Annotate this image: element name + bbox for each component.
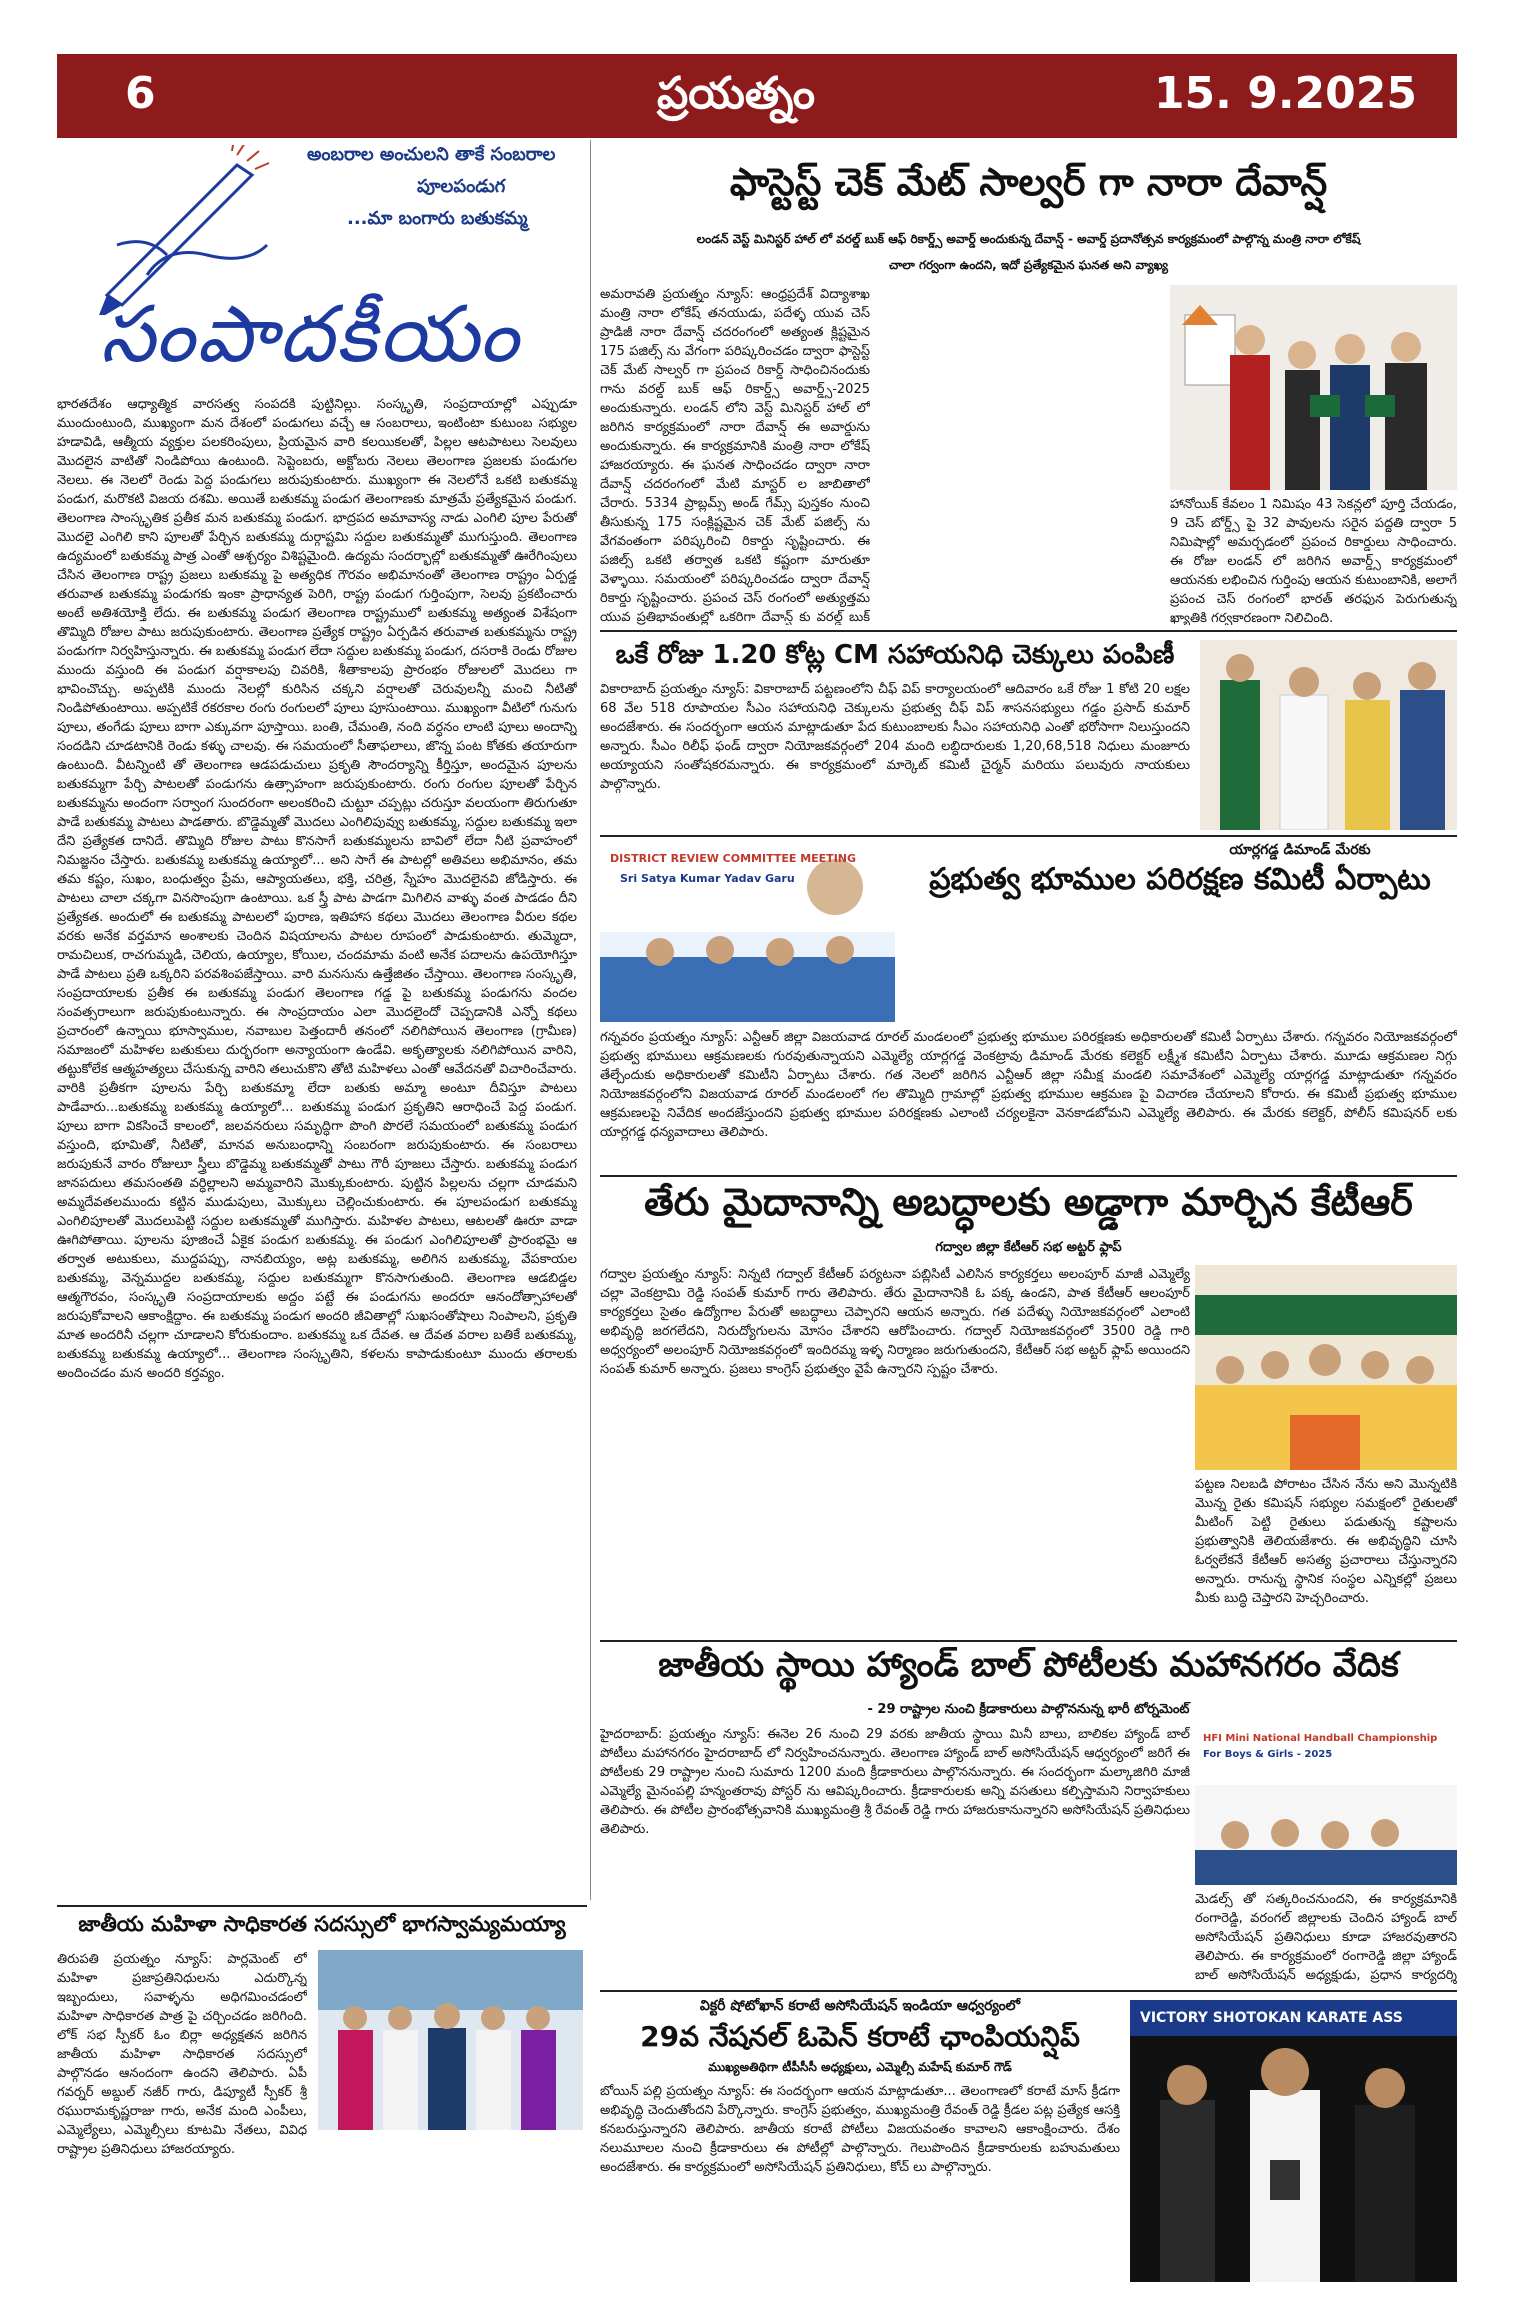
party-meeting-photo	[1195, 1265, 1457, 1470]
ktr-photo	[1195, 1265, 1457, 1470]
section-divider	[600, 1990, 1457, 1992]
banner-title: DISTRICT REVIEW COMMITTEE MEETING	[610, 852, 857, 865]
lead-headline: ఫాస్టెస్ట్ చెక్ మేట్ సాల్వర్ గా నారా దేవాన్ష్	[729, 160, 1328, 204]
lead-photo	[1170, 285, 1457, 490]
poster-subtitle: For Boys & Girls - 2025	[1203, 1749, 1333, 1760]
land-headline: ప్రభుత్వ భూముల పరిరక్షణ కమిటీ ఏర్పాటు	[929, 862, 1431, 897]
ktr-headline: తేరు మైదానాన్ని అబద్ధాలకు అడ్డాగా మార్చిన కేటీఆర్	[644, 1180, 1413, 1224]
ktr-subhead: గద్వాల జిల్లా కేటీఆర్ సభ అట్టర్ ఫ్లాప్	[935, 1240, 1122, 1255]
editorial-tagline-2: పూలపండుగ	[417, 176, 506, 197]
women-headline: జాతీయ మహిళా సాధికారత సదస్సులో భాగస్వామ్యమయ్యా	[78, 1912, 566, 1936]
karate-subhead: ముఖ్యఅతిథిగా టీపీసీసీ అధ్యక్షులు, ఎమ్మెల్సీ మహేష్ కుమార్ గౌడ్	[708, 2060, 1012, 2074]
lead-subhead-1: లండన్ వెస్ట్ మినిస్టర్ హాల్ లో వరల్డ్ బుక్ ఆఫ్ రికార్డ్స్ అవార్డ్ అందుకున్న దేవాన్ష్ - అవార్డ్ ప్రదానోత్సవ కార్యక్రమంలో పాల్గొన్న మంత్రి నారా లోకేష్	[696, 232, 1361, 246]
land-body: గన్నవరం ప్రయత్నం న్యూస్: ఎన్టీఆర్ జిల్లా విజయవాడ రూరల్ మండలంలో ప్రభుత్వ భూముల పరిరక్షణకు అధికారులతో కమిటీ ఏర్పాటు చేశారు. గన్నవరం నియోజకవర్గంలో ప్రభుత్వ భూములు ఆక్రమణలకు గురవుతున్నాయని ఎమ్మెల్యే యార్లగడ్డ వెంకట్రావు డిమాండ్ మేరకు కలెక్టర్ లక్ష్మీశ కమిటీని ఏర్పాటు చేశారు. మూడు ఆక్రమణల నిగ్గు తేల్చేందుకు అధికారులతో కమిటీని ఏర్పాటు చేశారు. గత నెలలో జరిగిన ఎన్టీఆర్ జిల్లా సమీక్ష మండలి సమావేశంలో ఎమ్మెల్యే యార్లగడ్డ మాట్లాడుతూ గన్నవరం నియోజకవర్గంలోని విజయవాడ రూరల్ మండలంలో గల తొమ్మిది గ్రామాల్లో ప్రభుత్వ భూముల ఆక్రమణ పై విచారణ చేయాలని కోరారు. ఈ కమిటీ ప్రభుత్వ భూముల ఆక్రమణలపై నివేదిక అందజేస్తుందని ప్రభుత్వ భూముల పరిరక్షణకు ఎలాంటి చర్యలకైనా వెనకాడబోమని ఎమ్మెల్యే తెలిపారు. ఈ మేరకు కలెక్టర్, పోలీస్ కమిషనర్ లకు యార్లగడ్డ ధన్యవాదాలు తెలిపారు.	[600, 1030, 1457, 1140]
lead-subhead-2: చాలా గర్వంగా ఉందని, ఇదో ప్రత్యేకమైన ఘనత అని వ్యాఖ్య	[888, 258, 1168, 272]
issue-date: 15. 9.2025	[1153, 68, 1417, 119]
section-divider	[600, 1640, 1457, 1642]
section-divider	[600, 630, 1457, 632]
section-divider	[600, 1175, 1457, 1177]
conference-group-photo	[318, 1950, 583, 2130]
cheque-distribution-photo	[1200, 640, 1457, 830]
karate-headline: 29వ నేషనల్ ఓపెన్ కరాటే ఛాంపియన్షిప్	[640, 2020, 1080, 2053]
land-kicker: యార్లగడ్డ డిమాండ్ మేరకు	[1229, 842, 1371, 858]
poster-title: HFI Mini National Handball Championship	[1203, 1733, 1438, 1744]
karate-event-photo	[1130, 2000, 1457, 2282]
handball-body: హైదరాబాద్: ప్రయత్నం న్యూస్: ఈనెల 26 నుంచి 29 వరకు జాతీయ స్థాయి మినీ బాలు, బాలికల హ్యాండ్ బాల్ పోటీలు మహానగరం హైదరాబాద్ లో నిర్వహించనున్నారు. తెలంగాణ హ్యాండ్ బాల్ అసోసియేషన్ ఆధ్వర్యంలో జరిగే ఈ పోటీలకు 29 రాష్ట్రాల నుంచి సుమారు 1200 మంది క్రీడాకారులు పాల్గొననున్నారు. ఈ సందర్భంగా మల్కాజిగిరి మాజీ ఎమ్మెల్యే మైనంపల్లి హన్మంతరావు పోస్టర్ ను ఆవిష్కరించారు. క్రీడాకారులకు అన్ని వసతులు కల్పిస్తామని నిర్వాహకులు తెలిపారు. ఈ పోటీల ప్రారంభోత్సవానికి ముఖ్యమంత్రి శ్రీ రేవంత్ రెడ్డి గారు హాజరుకానున్నారని అసోసియేషన్ ప్రతినిధులు తెలిపారు.	[600, 1727, 1190, 1837]
women-photo	[318, 1950, 583, 2130]
cm-fund-headline: ఒకే రోజు 1.20 కోట్ల CM సహాయనిధి చెక్కులు పంపిణీ	[615, 640, 1175, 670]
karate-banner: VICTORY SHOTOKAN KARATE ASS	[1140, 2010, 1403, 2026]
masthead	[57, 54, 1457, 138]
lead-photo-caption: హానోయిక్ కేవలం 1 నిమిషం 43 సెకన్లలో పూర్తి చేయడం, 9 చెస్ బోర్డ్స్ పై 32 పావులను సరైన పద్దతి ద్వారా 5 నిమిషాల్లో అమర్చడంలో ప్రపంచ రికార్డులు సాధించారు. ఈ రోజు లండన్ లో జరిగిన అవార్డ్స్ కార్యక్రమంలో ఆయనకు లభించిన గుర్తింపు ఆయన కుటుంబానికి, అలాగే ప్రపంచ చెస్ రంగంలో భారత్ తరఫున పెరుగుతున్న ఖ్యాతికి గర్వకారణంగా నిలిచింది.	[1170, 497, 1457, 625]
section-divider	[600, 835, 1457, 837]
page-number: 6	[125, 68, 156, 119]
editorial-tagline-1: అంబరాల అంచులని తాకే సంబరాల	[307, 144, 556, 165]
newspaper-title: ప్రయత్నం	[657, 68, 816, 119]
land-body-cont	[905, 905, 1457, 1020]
column-divider	[590, 140, 591, 1900]
ktr-body: గద్వాల ప్రయత్నం న్యూస్: నిన్నటి గద్వాల్ కేటీఆర్ పర్యటనా పబ్లిసిటీ ఎలిసిన కార్యకర్తలు అలంపూర్ మాజీ ఎమ్మెల్యే చల్లా వెంకట్రామి రెడ్డి సంపత్ కుమార్ గారు తెలిపారు. తేరు మైదానానికి ఓ పక్క ఉండని, పాత కేటీఆర్ ఆలంపూర్ కార్యకర్తలు సైతం ఉద్యోగాల పేరుతో అబద్ధాలు చెప్పారని ఆయన అన్నారు. గత పదేళ్ళు నియోజకవర్గంలో ఎలాంటి అభివృద్ధి జరగలేదని, నిరుద్యోగులను మోసం చేశారని ఆరోపించారు. గద్వాల్ నియోజకవర్గంలో 3500 రెడ్డి గారి అధ్వర్యంలో అలంపూర్ నియోజకవర్గంలో ఇందిరమ్మ ఇళ్ళ నిర్మాణం జరుగుతుందని, కేటీఆర్ సభ అట్టర్ ఫ్లాప్ అయిందని సంపత్ కుమార్ అన్నారు. ప్రజలు కాంగ్రెస్ ప్రభుత్వం వైపే ఉన్నారని స్పష్టం చేశారు.	[600, 1267, 1190, 1377]
editorial-title: సంపాదకీయం	[100, 290, 521, 380]
handball-photo-caption: మెడల్స్ తో సత్కరించనుందని, ఈ కార్యక్రమానికి రంగారెడ్డి, వరంగల్ జిల్లాలకు చెందిన హ్యాండ్ బాల్ అసోసియేషన్ ప్రతినిధులు కూడా హాజరవుతారని తెలిపారు. ఈ కార్యక్రమంలో రంగారెడ్డి జిల్లా హ్యాండ్ బాల్ అసోసియేషన్ అధ్యక్షుడు, ప్రధాన కార్యదర్శి	[1195, 1892, 1457, 1983]
award-ceremony-photo	[1170, 285, 1457, 490]
cm-fund-body: వికారాబాద్ ప్రయత్నం న్యూస్: వికారాబాద్ పట్టణంలోని చీఫ్ విప్ కార్యాలయంలో ఆదివారం ఒకే రోజు 1 కోటి 20 లక్షల 68 వేల 518 రూపాయల సీఎం సహాయనిధి చెక్కులను ప్రభుత్వ చీఫ్ విప్ శాసనసభ్యులు గడ్డం ప్రసాద్ కుమార్ అందజేశారు. ఈ సందర్భంగా ఆయన మాట్లాడుతూ పేద కుటుంబాలకు సీఎం సహాయనిధి ఎంతో భరోసాగా నిలుస్తుందని అన్నారు. సీఎం రిలీఫ్ ఫండ్ ద్వారా నియోజకవర్గంలో 204 మంది లబ్ధిదారులకు 1,20,68,518 నిధులు మంజూరు అయ్యాయని సంతోషకరమన్నారు. ఈ కార్యక్రమంలో మార్కెట్ కమిటీ చైర్మన్ మరియు పలువురు నాయకులు పాల్గొన్నారు.	[600, 682, 1190, 792]
lead-body-cont	[880, 285, 1160, 625]
editorial-body: భారతదేశం ఆధ్యాత్మిక వారసత్వ సంపదకి పుట్టినిల్లు. సంస్కృతి, సంప్రదాయాల్లో ఎప్పుడూ ముందుంటుంది, ముఖ్యంగా మన దేశంలో పండుగలు వచ్చే ఆ సంబరాలు, ఇంటింటా కుటుంబ సభ్యుల హడావిడి, ఆత్మీయ వ్యక్తుల పలకరింపులు, ప్రియమైన వారి కలయికలతో, పిల్లల ఆటపాటలు సెలవులు మొదలైన వాటితో నిండిపోయి ఉంటుంది. సెప్టెంబరు, అక్టోబరు నెలలు తెలంగాణ ప్రజలకు పండుగల నెలలు. ఈ నెలలో రెండు పెద్ద పండుగలు జరుపుకుంటారు. ముఖ్యంగా ఈ నెలలోనే ఒకటి బతుకమ్మ పండుగ, మరొకటి విజయ దశమి. అయితే బతుకమ్మ పండుగ తెలంగాణకు మాత్రమే ప్రత్యేకమైన పండుగ. తెలంగాణ సాంస్కృతిక ప్రతీక మన బతుకమ్మ పండుగ. భాద్రపద అమావాస్య నాడు ఎంగిలి పూల పేరుతో మొదలై ఎంగిలి కాని పూలతో పేర్చిన బతుకమ్మ దుర్గాష్టమి సద్దుల బతుకమ్మతో ముగుస్తుంది. తెలంగాణ ఉద్యమంలో బతుకమ్మ పాత్ర ఎంతో ఆశ్చర్యం విశిష్టమైంది. ఉద్యమ సందర్భాల్లో బతుకమ్మతో ఊరేగింపులు చేసిన తెలంగాణ రాష్ట్ర ప్రజలు బతుకమ్మ పై అత్యధిక గౌరవం అభిమానంతో తెలంగాణ రాష్ట్రం ఏర్పడ్డ తరువాత బతుకమ్మ పండుగకు ఇంకా ప్రాధాన్యత పెరిగి, రాష్ట్ర పండుగ గుర్తింపుగా, సెలవు ప్రకటించారు అంటే అతిశయోక్తి లేదు. ఈ బతుకమ్మ పండుగ తెలంగాణ రాష్ట్రములో బతుకమ్మ అత్యంత విశేషంగా తొమ్మిది రోజుల పాటు జరుపుకుంటారు. తెలంగాణ ప్రత్యేక రాష్ట్రం ఏర్పడిన తరువాత బతుకమ్మను రాష్ట్ర పండుగగా నిర్వహిస్తున్నారు. ఈ బతుకమ్మ పండుగ లేదా సద్దుల బతుకమ్మ పండుగ, దసరాకి రెండు రోజుల ముందు వస్తుంది ఈ పండుగ వర్షాకాలపు చివరికి, శీతాకాలపు ప్రారంభం రోజులలో మొదలు గా భావించొచ్చు. అప్పటికి ముందు నెలల్లో కురిసిన చక్కని వర్షాలతో చెరువులన్నీ మంచి నీటితో నిండిపోతుంటాయి. అప్పటికే రకరకాల రంగు రంగులలో పూలు పూసుంటాయి. ముఖ్యంగా వీటిలో గునుగు పూలు, తంగేడు పూలు బాగా ఎక్కువగా పూస్తాయి. బంతి, చేమంతి, నంది వర్ధనం లాంటి పూలు అందాన్ని సందడిని చూడటానికి రెండు కళ్ళు చాలవు. ఈ సమయంలో సీతాఫలాలు, జొన్న పంట కోతకు తయారుగా ఉంటుంది. వీటన్నింటి తో తెలంగాణ ఆడపడుచులు ప్రకృతి సౌందర్యాన్ని కీర్తిస్తూ, అందమైన పూలను బతుకమ్మగా పేర్చి పాటలతో పండుగను ఉత్సాహంగా జరుపుకుంటారు. రంగు రంగుల పూలతో పేర్చిన బతుకమ్మను అందంగా సర్వాంగ సుందరంగా అలంకరించి చుట్టూ చప్పట్లు చరుస్తూ వలయంగా తిరుగుతూ పాడే బతుకమ్మ పాటలు పాడతారు. బొడ్డెమ్మతో మొదలు ఎంగిలిపువ్వు బతుకమ్మ, సద్దుల బతుకమ్మ ఇలా దేని ప్రత్యేకత దానిదే. తొమ్మిది రోజుల పాటు కొనసాగే బతుకమ్మలను బావిలో లేదా నీటి ప్రవాహంలో నిమజ్జనం చేస్తారు. బతుకమ్మ బతుకమ్మ ఉయ్యాలో... అని సాగే ఈ పాటల్లో అతివలు అభిమానం, తమ తమ కష్టం, సుఖం, బంధుత్వం ప్రేమ, ఆప్యాయతలు, భక్తి, చరిత్ర, స్నేహం మొదలైనవి జోడిస్తారు. ఈ పాటలు చాలా చక్కగా వినసొంపుగా ఉంటాయి. ఒక స్త్రీ పాట పాడగా మిగిలిన వాళ్ళు వంత పాడడం దీని ప్రత్యేకత. అందులో ఈ బతుకమ్మ పాటలలో పురాణ, ఇతిహాస కథలు మొదలు తెలంగాణ వీరుల కథల వరకు అనేక వర్తమాన అంశాలకు చెందిన విషయాలను పాటల రూపంలో పాడుకుంటారు. తుమ్మెదా, రామచిలుక, రాచగుమ్మడి, చెలియ, ఉయ్యాల, కోయిల, చందమామ వంటి అనేక పదాలను ఉపయోగిస్తూ పాడే పాటలు ప్రతి ఒక్కరిని పరవశింపజేస్తాయి. వారి మనసును ఉత్తేజితం చేస్తాయి. తెలంగాణ సంస్కృతి, సంప్రదాయాలకు ప్రతీక ఈ బతుకమ్మ పండుగ తెలంగాణ గడ్డ పై బతుకమ్మ పండుగను వందల సంవత్సరాలుగా జరుపుకుంటున్నారు. ఈ సాంప్రదాయం ఎలా మొదలైందో చెప్పడానికి ఎన్నో కథలు ప్రచారంలో ఉన్నాయి భూస్వాముల, నవాబుల పెత్తందారీ తనంలో నలిగిపోయిన తెలంగాణ (గ్రామీణ) సమాజంలో మహిళల బతుకులు దుర్భరంగా అన్యాయంగా ఉండేవి. అకృత్యాలకు నలిగిపోయిన వారిని, తట్టుకోలేక ఆత్మహత్యలు చేసుకున్న వారిని తలుచుకొని తోటి మహిళలు ఎంతో ఆవేదనతో విచారించేవారు. వారికి ప్రతీకగా పూలను పేర్చి బతుకమ్మా లేదా బతుకు అమ్మా అంటూ దీవిస్తూ పాటలు పాడేవారు...బతుకమ్మ బతుకమ్మ ఉయ్యాలో... బతుకమ్మ పండుగ ప్రకృతిని ఆరాధించే పెద్ద పండుగ. పూలు బాగా వికసించే కాలంలో, జలవనరులు సమృద్ధిగా పొంగి పొరలే సమయంలో బతుకమ్మ పండుగ వస్తుంది, భూమితో, నీటితో, మానవ అనుబంధాన్ని సంబరంగా జరుపుకుంటారు. ఈ సంబరాలు జరుపుకునే వారం రోజులూ స్త్రీలు బొడ్డెమ్మ బతుకమ్మతో పాటు గౌరీ పూజలు చేస్తారు. బతుకమ్మ పండుగ జానపదులు తమసంతతి వర్ధిల్లాలని అమ్మవారిని మొక్కుకుంటారు. పుట్టిన పిల్లలను చల్లగా చూడమని అమ్మదేవతలముందు కట్టిన ముడుపులు, మొక్కులు చెల్లించుకుంటారు. ఈ పూలపండుగ బతుకమ్మ ఎంగిలిపూలతో మొదలుపెట్టి సద్దుల బతుకమ్మతో ముగిస్తారు. మహిళల పాటలు, ఆటలతో ఊరూ వాడా ఊగిపోతాయి. పూలను పూజించే ఏకైక పండుగ బతుకమ్మ. ఈ పండుగ ఎంగిలిపూలతో ప్రారంభమై ఆ తర్వాత అటుకులు, ముద్దపప్పు, నానబియ్యం, అట్ల బతుకమ్మ, అలిగిన బతుకమ్మ, వేపకాయల బతుకమ్మ, వెన్నముద్దల బతుకమ్మ, సద్దుల బతుకమ్మగా కొనసాగుతుంది. తెలంగాణ ఆడబిడ్డల ఆత్మగౌరవం, సంస్కృతి సంప్రదాయాలకు అద్దం పట్టే ఈ పండుగను అందరూ ఆనందోత్సాహాలతో జరుపుకోవాలని ఆకాంక్షిద్దాం. ఈ బతుకమ్మ పండుగ అందరి జీవితాల్లో సుఖసంతోషాలు నింపాలని, ప్రకృతి మాత అందరినీ చల్లగా చూడాలని కోరుకుందాం. బతుకమ్మ ఒక దేవత. ఆ దేవత వరాల బతికే బతుకమ్మ, బతుకమ్మ బతుకమ్మ ఉయ్యాలో... తెలంగాణ సంస్కృతిని, కళలను కాపాడుకుంటూ ముందు తరాలకు అందించడం మన అందరి కర్తవ్యం.	[57, 397, 577, 1381]
land-photo	[600, 842, 895, 1022]
handball-subhead: - 29 రాష్ట్రాల నుంచి క్రీడాకారులు పాల్గొననున్న భారీ టోర్నమెంట్	[867, 1702, 1190, 1717]
ktr-photo-caption: పట్టణ నిలబడి పోరాటం చేసిన నేను అని మొన్నటికి మొన్న రైతు కమిషన్ సభ్యుల సమక్షంలో రైతులతో మీటింగ్ పెట్టి రైతులు పడుతున్న కష్టాలను ప్రభుత్వానికి తెలియజేశారు. ఈ అభివృద్ధిని చూసి ఓర్వలేకనే కేటీఆర్ అసత్య ప్రచారాలు చేస్తున్నారని అన్నారు. రానున్న స్థానిక సంస్థల ఎన్నికల్లో ప్రజలు మీకు బుద్ధి చెప్తారని హెచ్చరించారు.	[1195, 1477, 1457, 1606]
banner-subtitle: Sri Satya Kumar Yadav Garu	[620, 872, 795, 885]
editorial-tagline-3: ...మా బంగారు బతుకమ్మ	[347, 208, 528, 229]
handball-headline: జాతీయ స్థాయి హ్యాండ్ బాల్ పోటీలకు మహానగరం వేదిక	[658, 1645, 1399, 1685]
karate-kicker: విక్టరీ షోటోఖాన్ కరాటే అసోసియేషన్ ఇండియా ఆధ్వర్యంలో	[699, 1998, 1021, 2014]
karate-photo	[1130, 2000, 1457, 2282]
karate-body: బోయిన్ పల్లి ప్రయత్నం న్యూస్: ఈ సందర్భంగా ఆయన మాట్లాడుతూ... తెలంగాణలో కరాటే మాస్ క్రీడగా అభివృద్ధి చెందుతోందని పేర్కొన్నారు. కాంగ్రెస్ ప్రభుత్వం, ముఖ్యమంత్రి రేవంత్ రెడ్డి క్రీడల పట్ల ప్రత్యేక ఆసక్తి కనబరుస్తున్నారని తెలిపారు. జాతీయ కరాటే పోటీలు విజయవంతం కావాలని ఆకాంక్షించారు. దేశం నలుమూలల నుంచి క్రీడాకారులు ఈ పోటీల్లో పాల్గొన్నారు. గెలుపొందిన క్రీడాకారులకు బహుమతులు అందజేశారు. ఈ కార్యక్రమంలో అసోసియేషన్ ప్రతినిధులు, కోచ్ లు పాల్గొన్నారు.	[600, 2084, 1120, 2175]
lead-body: అమరావతి ప్రయత్నం న్యూస్: ఆంధ్రప్రదేశ్ విద్యాశాఖ మంత్రి నారా లోకేష్ తనయుడు, పదేళ్ళ యువ చెస్ ప్రాడిజీ నారా దేవాన్ష్ చదరంగంలో అత్యంత క్లిష్టమైన 175 పజిల్స్ ను వేగంగా పరిష్కరించడం ద్వారా ఫాస్టెస్ట్ చెక్ మేట్ సాల్వర్ గా ప్రపంచ రికార్డ్ సాధించినందుకు గాను వరల్డ్ బుక్ ఆఫ్ రికార్డ్స్ అవార్డ్స్-2025 అందుకున్నారు. లండన్ లోని వెస్ట్ మినిస్టర్ హాల్ లో జరిగిన కార్యక్రమంలో నారా దేవాన్ష్ ఈ అవార్డును అందుకున్నారు. ఈ కార్యక్రమానికి మంత్రి నారా లోకేష్ హాజరయ్యారు. ఈ ఘనత సాధించడం ద్వారా నారా దేవాన్ష్ చదరంగంలో మేటి మాస్టర్ ల జాబితాలో చేరారు. 5334 ప్రాబ్లమ్స్ అండ్ గేమ్స్ పుస్తకం నుంచి తీసుకున్న 175 సంక్లిష్టమైన చెక్ మేట్ పజిల్స్ ను వేగవంతంగా పరిష్కరించి రికార్డు సృష్టించారు. ఈ పజిల్స్ ఒకటి తర్వాత ఒకటి కష్టంగా మారుతూ వెళ్ళాయి. సమయంలో పరిష్కరించడం ద్వారా దేవాన్ష్ రికార్డు సృష్టించారు. ప్రపంచ చెస్ రంగంలో అత్యుత్తమ యువ ప్రతిభావంతుల్లో ఒకరిగా దేవాన్ష్ కు వరల్డ్ బుక్	[600, 287, 870, 625]
review-meeting-photo	[600, 842, 895, 1022]
women-body: తిరుపతి ప్రయత్నం న్యూస్: పార్లమెంట్ లో మహిళా ప్రజాప్రతినిధులను ఎదుర్కొన్న ఇబ్బందులు, సవాళ్ళను అధిగమించడంలో మహిళా సాధికారత పాత్ర పై చర్చించడం జరిగింది. లోక్ సభ స్పీకర్ ఓం బిర్లా అధ్యక్షతన జరిగిన జాతీయ మహిళా సాధికారత సదస్సులో పాల్గొనడం ఆనందంగా ఉందని తెలిపారు. ఏపీ గవర్నర్ అబ్దుల్ నజీర్ గారు, డిప్యూటీ స్పీకర్ శ్రీ రఘురామకృష్ణరాజు గారు, అనేక మంది ఎంపీలు, ఎమ్మెల్యేలు, ఎమ్మెల్సీలు కూటమి నేతలు, వివిధ రాష్ట్రాల ప్రతినిధులు హాజరయ్యారు.	[57, 1952, 307, 2157]
handball-photo	[1195, 1725, 1457, 1885]
section-divider	[57, 1905, 587, 1907]
cm-fund-photo	[1200, 640, 1457, 830]
